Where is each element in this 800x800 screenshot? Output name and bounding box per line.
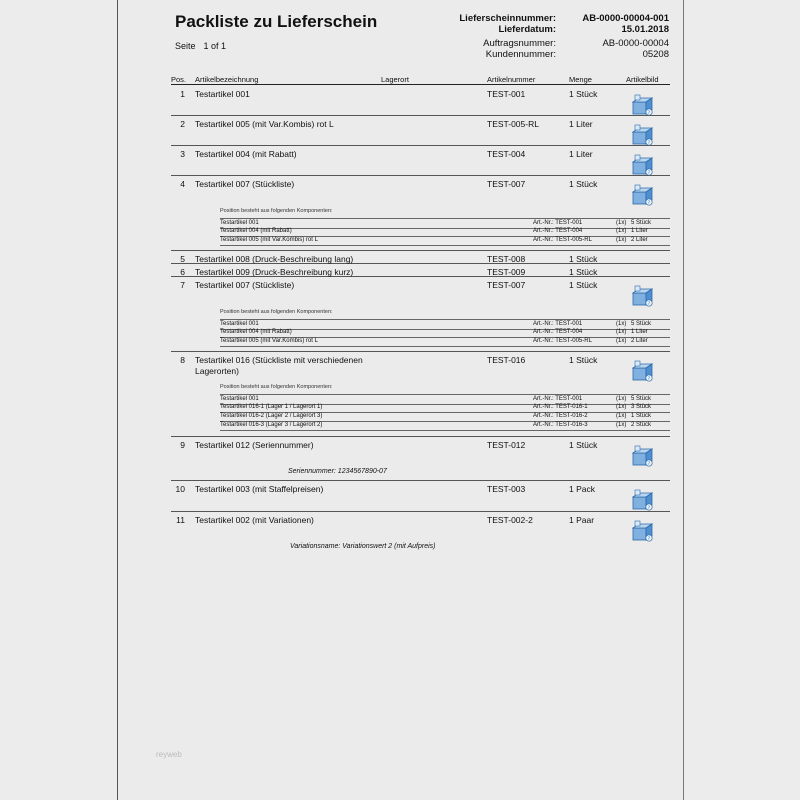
item-article-number: TEST-009 (487, 267, 526, 277)
item-article-number: TEST-016 (487, 355, 526, 365)
component-factor: (1x) (616, 220, 627, 226)
item-quantity: 1 Stück (569, 179, 598, 189)
document-page (117, 0, 684, 800)
component-quantity: 1 Liter (631, 228, 648, 234)
row-divider (171, 351, 670, 352)
svg-text:?: ? (647, 111, 651, 116)
item-quantity: 1 Paar (569, 515, 595, 525)
component-article: Art.-Nr.: TEST-016-3 (533, 422, 588, 428)
component-factor: (1x) (616, 329, 627, 335)
component-name: Testartikel 005 (mit Var.Kombis) rot L (220, 338, 318, 344)
product-image-icon (630, 444, 654, 468)
row-divider (171, 250, 670, 251)
item-description (195, 254, 353, 265)
component-name: Testartikel 001 (220, 396, 259, 402)
component-row (220, 421, 670, 431)
item-note: Seriennummer: 1234567890-07 (288, 468, 387, 475)
component-quantity: 3 Stück (631, 404, 652, 410)
component-article: Art.-Nr.: TEST-005-RL (533, 237, 592, 243)
item-quantity: 1 Pack (569, 484, 595, 494)
component-name: Testartikel 001 (220, 321, 259, 327)
component-name: Testartikel 004 (mit Rabatt) (220, 228, 292, 234)
item-quantity: 1 Stück (569, 280, 598, 290)
item-description (195, 355, 363, 377)
component-quantity: 1 Liter (631, 329, 648, 335)
item-quantity: 1 Liter (569, 119, 593, 129)
column-header-artikelnummer: Artikelnummer (487, 75, 536, 84)
item-article-number: TEST-005-RL (487, 119, 539, 129)
item-description (195, 89, 250, 100)
svg-text:?: ? (647, 141, 651, 146)
item-quantity: 1 Stück (569, 440, 598, 450)
component-article: Art.-Nr.: TEST-001 (533, 321, 583, 327)
header-label: Auftragsnummer: (483, 38, 556, 49)
item-pos: 5 (180, 254, 185, 264)
item-pos: 3 (180, 149, 185, 159)
component-factor: (1x) (616, 413, 627, 419)
component-label: Position besteht aus folgenden Komponenten: (220, 384, 333, 390)
item-pos: 9 (180, 440, 185, 450)
header-value: 05208 (642, 49, 669, 60)
item-quantity: 1 Stück (569, 254, 598, 264)
watermark: reyweb (156, 750, 182, 759)
item-article-number: TEST-012 (487, 440, 526, 450)
item-article-number: TEST-001 (487, 89, 526, 99)
component-label: Position besteht aus folgenden Komponenten: (220, 208, 333, 214)
item-article-number: TEST-007 (487, 179, 526, 189)
item-description (195, 119, 334, 130)
header-value: AB-0000-00004 (602, 38, 669, 49)
svg-text:?: ? (647, 377, 651, 382)
component-factor: (1x) (616, 404, 627, 410)
item-pos: 6 (180, 267, 185, 277)
component-quantity: 2 Stück (631, 422, 652, 428)
item-description-line: Lagerorten) (195, 366, 239, 376)
component-article: Art.-Nr.: TEST-004 (533, 329, 583, 335)
svg-text:?: ? (647, 462, 651, 467)
header-value: 15.01.2018 (621, 24, 669, 35)
column-header-lagerort: Lagerort (381, 75, 409, 84)
header-value: AB-0000-00004-001 (582, 13, 669, 24)
component-name: Testartikel 005 (mit Var.Kombis) rot L (220, 237, 318, 243)
item-description-line: Testartikel 012 (Seriennummer) (195, 440, 314, 450)
row-divider (171, 480, 670, 481)
item-quantity: 1 Stück (569, 267, 598, 277)
item-article-number: TEST-007 (487, 280, 526, 290)
item-description-line: Testartikel 007 (Stückliste) (195, 179, 295, 189)
item-description-line: Testartikel 009 (Druck-Beschreibung kurz) (195, 267, 354, 277)
item-pos: 10 (175, 484, 185, 494)
item-article-number: TEST-002-2 (487, 515, 533, 525)
item-description (195, 515, 314, 526)
component-article: Art.-Nr.: TEST-004 (533, 228, 583, 234)
component-factor: (1x) (616, 321, 627, 327)
item-description (195, 179, 294, 190)
item-description-line: Testartikel 002 (mit Variationen) (195, 515, 314, 525)
component-factor: (1x) (616, 396, 627, 402)
header-divider (171, 84, 670, 85)
component-article: Art.-Nr.: TEST-001 (533, 220, 583, 226)
item-description (195, 149, 297, 160)
item-description-line: Testartikel 005 (mit Var.Kombis) rot L (195, 119, 334, 129)
item-pos: 11 (176, 515, 185, 525)
product-image-icon (630, 284, 654, 308)
item-description (195, 267, 353, 278)
svg-text:?: ? (647, 302, 651, 307)
row-divider (171, 175, 670, 176)
component-name: Testartikel 016-3 (Lager 3 / Lagerort 2) (220, 422, 323, 428)
page-indicator (175, 41, 226, 51)
product-image-icon (630, 183, 654, 207)
component-row (220, 337, 670, 347)
item-pos: 8 (180, 355, 185, 365)
product-image-icon (630, 123, 654, 147)
product-image-icon (630, 93, 654, 117)
item-quantity: 1 Stück (569, 89, 598, 99)
component-factor: (1x) (616, 422, 627, 428)
component-factor: (1x) (616, 237, 627, 243)
item-quantity: 1 Stück (569, 355, 598, 365)
component-quantity: 1 Stück (631, 413, 652, 419)
component-name: Testartikel 016-2 (Lager 2 / Lagerort 3) (220, 413, 323, 419)
item-description (195, 484, 323, 495)
component-name: Testartikel 004 (mit Rabatt) (220, 329, 292, 335)
svg-text:?: ? (647, 171, 651, 176)
page-number: 1 of 1 (203, 41, 227, 51)
component-name: Testartikel 016-1 (Lager 1 / Lagerort 1) (220, 404, 323, 410)
row-divider (171, 115, 670, 116)
column-header-menge: Menge (569, 75, 592, 84)
component-article: Art.-Nr.: TEST-001 (533, 396, 583, 402)
header-label: Kundennummer: (485, 49, 556, 60)
item-description-line: Testartikel 007 (Stückliste) (195, 280, 295, 290)
product-image-icon (630, 519, 654, 543)
item-description-line: Testartikel 016 (Stückliste mit verschiedenen (195, 355, 363, 365)
component-article: Art.-Nr.: TEST-005-RL (533, 338, 592, 344)
component-quantity: 2 Liter (631, 338, 648, 344)
item-description-line: Testartikel 001 (195, 89, 250, 99)
component-quantity: 5 Stück (631, 396, 652, 402)
column-header-pos: Pos. (171, 75, 187, 84)
item-description-line: Testartikel 004 (mit Rabatt) (195, 149, 297, 159)
component-label: Position besteht aus folgenden Komponenten: (220, 309, 333, 315)
row-divider (171, 436, 670, 437)
item-quantity: 1 Liter (569, 149, 593, 159)
item-pos: 4 (180, 179, 185, 189)
component-quantity: 5 Stück (631, 220, 652, 226)
document-title: Packliste zu Lieferschein (175, 12, 378, 31)
component-article: Art.-Nr.: TEST-016-1 (533, 404, 588, 410)
header-label: Lieferdatum: (498, 24, 556, 35)
row-divider (171, 511, 670, 512)
component-quantity: 5 Stück (631, 321, 652, 327)
component-article: Art.-Nr.: TEST-016-2 (533, 413, 588, 419)
product-image-icon (630, 359, 654, 383)
page-label: Seite (175, 41, 196, 51)
column-header-artikelbezeichnung: Artikelbezeichnung (195, 75, 259, 84)
product-image-icon (630, 488, 654, 512)
row-divider (171, 145, 670, 146)
column-header-artikelbild: Artikelbild (626, 75, 659, 84)
header-label: Lieferscheinnummer: (459, 13, 556, 24)
svg-text:?: ? (647, 537, 651, 542)
item-note: Variationsname: Variationswert 2 (mit Aufpreis) (290, 543, 436, 550)
item-description (195, 440, 314, 451)
component-quantity: 2 Liter (631, 237, 648, 243)
svg-text:?: ? (647, 201, 651, 206)
item-pos: 7 (180, 280, 185, 290)
item-article-number: TEST-008 (487, 254, 526, 264)
item-description (195, 280, 294, 291)
component-row (220, 236, 670, 246)
svg-text:?: ? (647, 506, 651, 511)
item-description-line: Testartikel 008 (Druck-Beschreibung lang) (195, 254, 354, 264)
component-name: Testartikel 001 (220, 220, 259, 226)
item-pos: 1 (180, 89, 185, 99)
product-image-icon (630, 153, 654, 177)
item-pos: 2 (180, 119, 185, 129)
item-article-number: TEST-003 (487, 484, 526, 494)
item-description-line: Testartikel 003 (mit Staffelpreisen) (195, 484, 324, 494)
component-factor: (1x) (616, 338, 627, 344)
component-factor: (1x) (616, 228, 627, 234)
item-article-number: TEST-004 (487, 149, 526, 159)
